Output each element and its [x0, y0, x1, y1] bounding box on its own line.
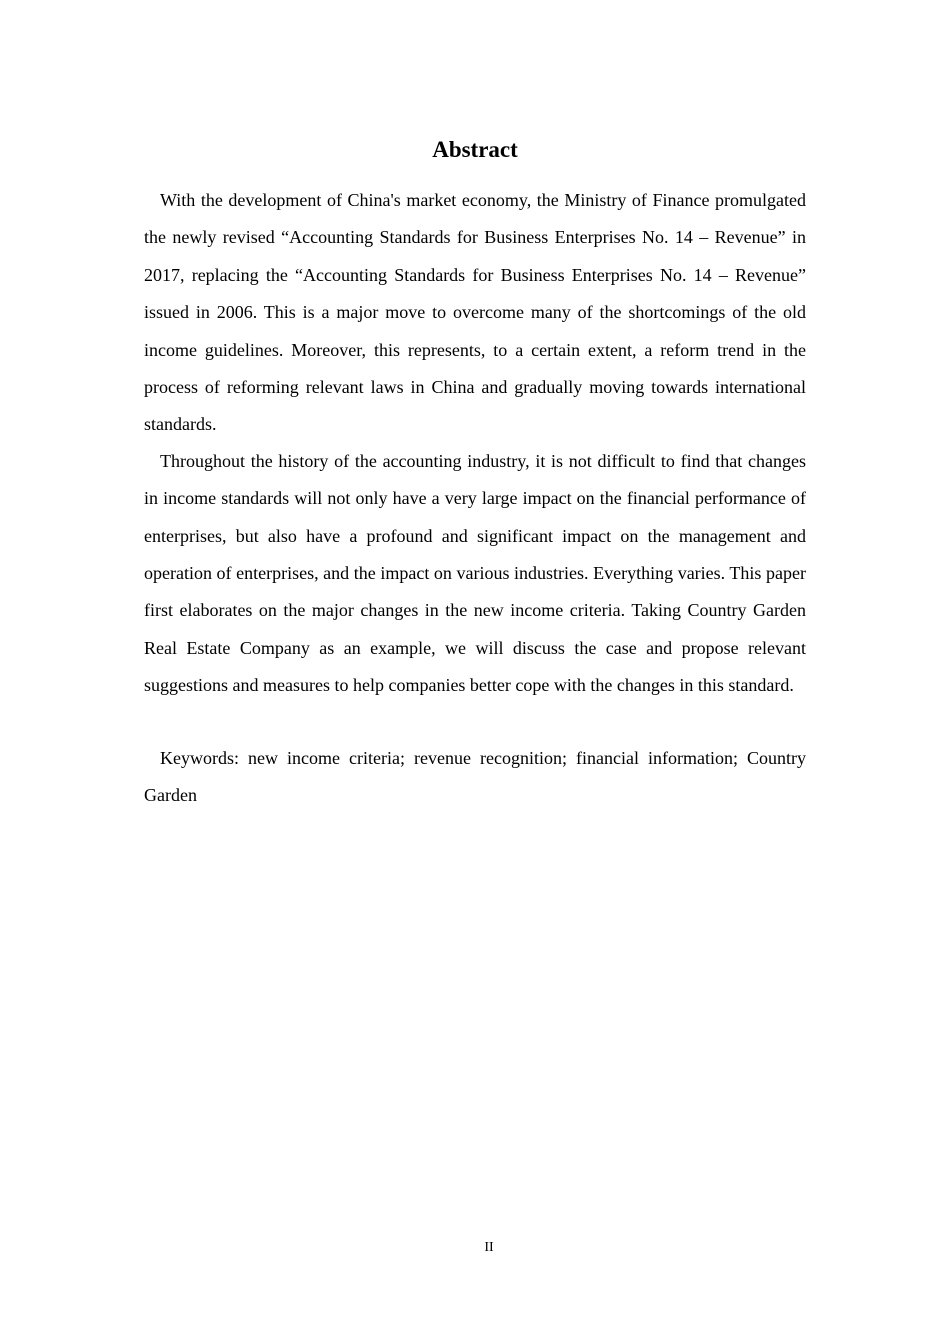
page-number: II: [484, 1240, 494, 1255]
abstract-paragraph-1: With the development of China's market economy, the Ministry of Finance promulgated the newly revised “Accounting Standards for Business Enterprises No. 14 – Revenue” in 2017, replacing the “Accounting Standards for Business Enterprises No. 14 – Revenue” issued in 2006. This is a major move to overcome many of the shortcomings of the old income guidelines. Moreover, this represents, to a certain extent, a reform trend in the process of reforming relevant laws in China and gradually moving towards international standards.: [144, 190, 806, 435]
keywords-line: Keywords: new income criteria; revenue recognition; financial information; Country Garden: [144, 747, 806, 806]
abstract-body: [144, 182, 806, 815]
abstract-paragraph-2: Throughout the history of the accounting industry, it is not difficult to find that changes in income standards will not only have a very large impact on the financial performance of enterprises, but also have a profound and significant impact on the management and operation of enterprises, and the impact on various industries. Everything varies. This paper first elaborates on the major changes in the new income criteria. Taking Country Garden Real Estate Company as an example, we will discuss the case and propose relevant suggestions and measures to help companies better cope with the changes in this standard.: [144, 450, 806, 696]
abstract-title: Abstract: [432, 137, 518, 162]
